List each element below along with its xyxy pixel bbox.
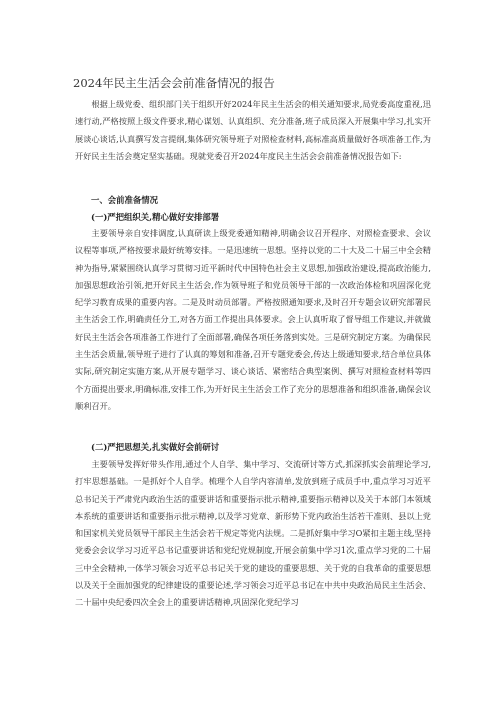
- subsection-heading-1: (一)严把组织关,精心做好安排部署: [91, 212, 220, 222]
- subsection-1-paragraph: 主要领导亲自安排调度,认真研读上级党委通知精神,明确会议召开程序、对照检查要求、会议议程等事项,严格按要求最好统筹安排。一是迅速统一思想。坚持以党的二十大及二十届三中全会精神为指导,紧紧围绕认真学习贯彻习近平新时代中国特色社会主义思想,加强政治建设,提高政治能力,加强思想政治引领,把开好民主生活会,作为领导班子和党员领导干部的一次政治体检和巩固深化党纪学习教育成果的重要内容。二是及时动员部署。严格按照通知要求,及时召开专题会议研究部署民主生活会工作,明确责任分工,对各方面工作提出具体要求。会上认真听取了督导组工作建议,并就做好民主生活会各项准备工作进行了全面部署,确保各项任务落到实处。三是研究制定方案。为确保民主生活会质量,领导班子进行了认真的筹划和准备,召开专题党委会,传达上级通知要求,结合单位具体实际,研究制定实施方案,从开展专题学习、谈心谈话、紧密结合典型案例、撰写对照检查材料等四个方面提出要求,明确标准,安排工作,为开好民主生活会工作了充分的思想准备和组织准备,确保会议顺利召开。: [75, 228, 431, 411]
- intro-paragraph: 根据上级党委、组织部门关于组织开好2024年民主生活会的相关通知要求,局党委高度重视,迅速行动,严格按照上级文件要求,精心谋划、认真组织、充分准备,班子成员深入开展集中学习,扎实开展谈心谈话,认真撰写发言提纲,集体研究领导班子对照检查材料,高标准高质量做好各项准备工作,为开好民主生活会奠定坚实基础。现就党委召开2024年度民主生活会会前准备情况报告如下:: [75, 99, 431, 161]
- section-heading: 一、会前准备情况: [91, 195, 158, 205]
- document-title: 2024年民主生活会会前准备情况的报告: [73, 76, 275, 90]
- subsection-2-paragraph: 主要领导发挥好带头作用,通过个人自学、集中学习、交流研讨等方式,抓深抓实会前理论学习,打牢思想基础。一是抓好个人自学。梳理个人自学内容清单,发放到班子成员手中,重点学习习近平总书记关于严肃党内政治生活的重要讲话和重要指示批示精神,重要指示精神以及关于本部门本领域本系统的重要讲话和重要指示批示精神,以及学习党章、新形势下党内政治生活若干准则、县以上党和国家机关党员领导干部民主生活会若干规定等党内法规。二是抓好集中学习O紧扣主题主线,坚持党委会会议学习习近平总书记重要讲话和党纪党规制度,开展会前集中学习1次,重点学习党的二十届三中全会精神,一体学习领会习近平总书记关于党的建设的重要思想、关于党的自我革命的重要思想以及关于全面加强党的纪律建设的重要论述,学习领会习近平总书记在中共中央政治局民主生活会、二十届中央纪委四次全会上的重要讲话精神,巩固深化党纪学习: [75, 459, 431, 608]
- subsection-heading-2: (二)严把思想关,扎实做好会前研讨: [91, 442, 220, 452]
